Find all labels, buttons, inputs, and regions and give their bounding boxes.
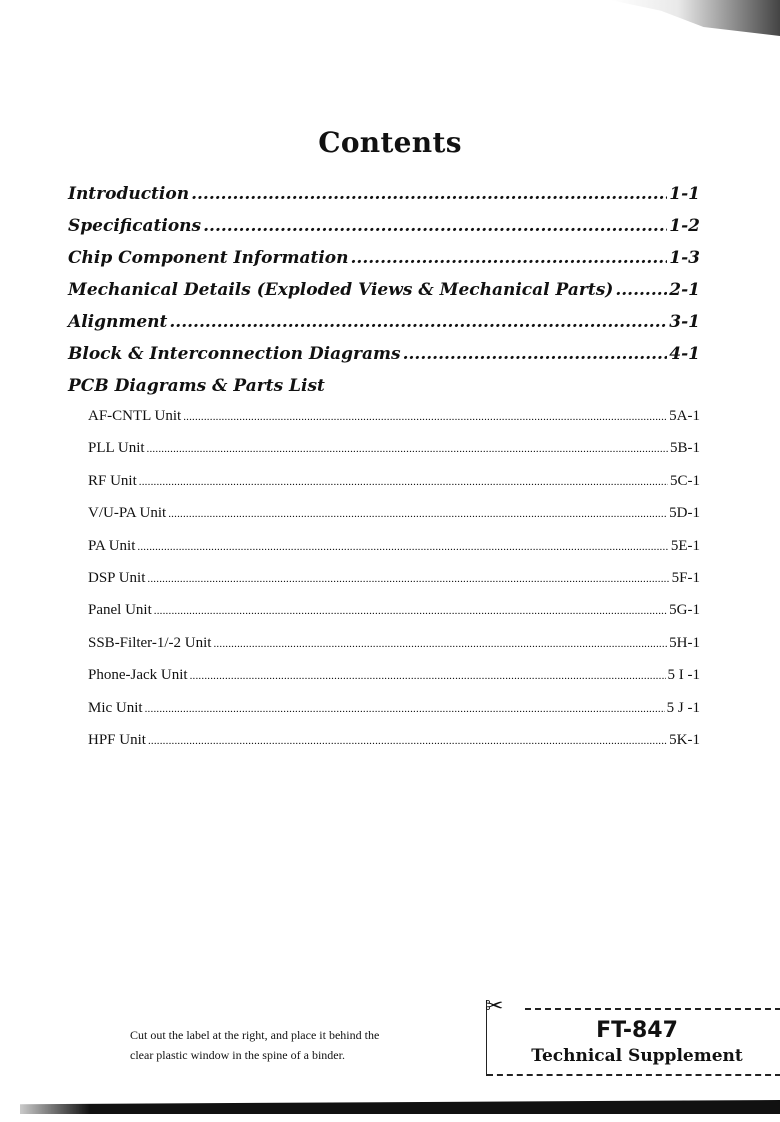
toc-entry-page: 5B-1: [670, 440, 700, 457]
binder-instructions-line-2: clear plastic window in the spine of a binder.: [130, 1048, 345, 1062]
toc-entry-page: 5K-1: [669, 731, 700, 748]
toc-entry-page: 5C-1: [670, 472, 700, 489]
dot-leader: [615, 280, 667, 300]
toc-entry-alignment[interactable]: [68, 312, 700, 344]
toc-entry-page: 5G-1: [669, 602, 700, 619]
toc-entry-page: 3-1: [669, 312, 700, 332]
toc-entry-mechanical-details[interactable]: [68, 280, 700, 312]
dot-leader: [145, 703, 665, 715]
toc-entry-af-cntl-unit[interactable]: [88, 408, 700, 440]
spine-label-model: FT-847: [596, 1018, 678, 1043]
spine-label-doc-type: Technical Supplement: [531, 1046, 743, 1066]
toc-entry-label: Phone-Jack Unit: [88, 667, 188, 684]
toc-entry-specifications[interactable]: [68, 216, 700, 248]
toc-entry-label: DSP Unit: [88, 569, 146, 586]
toc-entry-label: Chip Component Information: [68, 248, 349, 268]
table-of-contents: [68, 184, 700, 764]
toc-entry-page: 5F-1: [671, 569, 700, 586]
toc-entry-rf-unit[interactable]: [88, 473, 700, 505]
toc-entry-page: 5H-1: [669, 634, 700, 651]
scan-edge-fade: [0, 1094, 90, 1122]
dot-leader: [137, 541, 668, 553]
toc-entry-label: PLL Unit: [88, 440, 145, 457]
toc-entry-phone-jack-unit[interactable]: [88, 667, 700, 699]
scan-edge-shadow: [20, 1100, 780, 1114]
dot-leader: [168, 508, 667, 520]
toc-entry-ssb-filter-unit[interactable]: [88, 635, 700, 667]
toc-entry-label: Block & Interconnection Diagrams: [68, 344, 401, 364]
dot-leader: [147, 573, 669, 585]
spine-label[interactable]: [485, 994, 780, 1076]
toc-entry-page: 4-1: [669, 344, 700, 364]
pcb-entry-list: [88, 408, 700, 764]
scan-shadow: [610, 0, 780, 36]
toc-entry-label: SSB-Filter-1/-2 Unit: [88, 634, 212, 651]
dot-leader: [154, 605, 667, 617]
toc-entry-hpf-unit[interactable]: [88, 732, 700, 764]
toc-entry-pll-unit[interactable]: [88, 440, 700, 472]
toc-entry-page: 5D-1: [669, 505, 700, 522]
cut-line-bottom: [487, 1074, 780, 1076]
toc-entry-page: 1-1: [669, 184, 700, 204]
toc-entry-label: Alignment: [68, 312, 168, 332]
dot-leader: [183, 411, 667, 423]
cut-line-top: [525, 1008, 780, 1010]
toc-entry-page: 1-2: [669, 216, 700, 236]
dot-leader: [191, 184, 667, 204]
toc-entry-label: RF Unit: [88, 472, 137, 489]
toc-entry-panel-unit[interactable]: [88, 602, 700, 634]
pcb-section-heading: PCB Diagrams & Parts List: [68, 376, 325, 396]
toc-entry-label: Mic Unit: [88, 699, 143, 716]
toc-entry-introduction[interactable]: [68, 184, 700, 216]
binder-instructions-line-1: Cut out the label at the right, and place it behind the: [130, 1028, 380, 1042]
toc-entry-label: Mechanical Details (Exploded Views & Mechanical Parts): [68, 280, 614, 300]
scan-edge-bar: [0, 1094, 780, 1122]
toc-entry-page: 5E-1: [670, 537, 700, 554]
dot-leader: [213, 638, 667, 650]
toc-entry-label: Panel Unit: [88, 602, 152, 619]
toc-entry-dsp-unit[interactable]: [88, 570, 700, 602]
dot-leader: [147, 443, 668, 455]
toc-entry-page: 5A-1: [669, 408, 700, 424]
dot-leader: [139, 476, 668, 488]
page-title: Contents: [318, 126, 462, 159]
toc-entry-chip-component-information[interactable]: [68, 248, 700, 280]
toc-entry-pa-unit[interactable]: [88, 538, 700, 570]
toc-entry-block-interconnection-diagrams[interactable]: [68, 344, 700, 376]
toc-entry-label: Specifications: [68, 216, 202, 236]
toc-entry-page: 5 J -1: [666, 699, 700, 716]
toc-entry-page: 2-1: [669, 280, 700, 300]
dot-leader: [169, 312, 667, 332]
toc-entry-label: HPF Unit: [88, 731, 146, 748]
dot-leader: [403, 344, 668, 364]
toc-entry-page: 5 I -1: [667, 667, 700, 684]
toc-entry-vu-pa-unit[interactable]: [88, 505, 700, 537]
toc-entry-page: 1-3: [669, 248, 700, 268]
toc-entry-label: V/U-PA Unit: [88, 505, 167, 522]
scissors-icon: ✂: [485, 994, 504, 1019]
toc-entry-label: PA Unit: [88, 537, 136, 554]
dot-leader: [350, 248, 667, 268]
toc-entry-label: Introduction: [68, 184, 190, 204]
dot-leader: [148, 735, 667, 747]
binder-instructions: [130, 1025, 460, 1065]
toc-entry-mic-unit[interactable]: [88, 700, 700, 732]
dot-leader: [190, 670, 666, 682]
dot-leader: [203, 216, 667, 236]
toc-entry-label: AF-CNTL Unit: [88, 408, 182, 424]
